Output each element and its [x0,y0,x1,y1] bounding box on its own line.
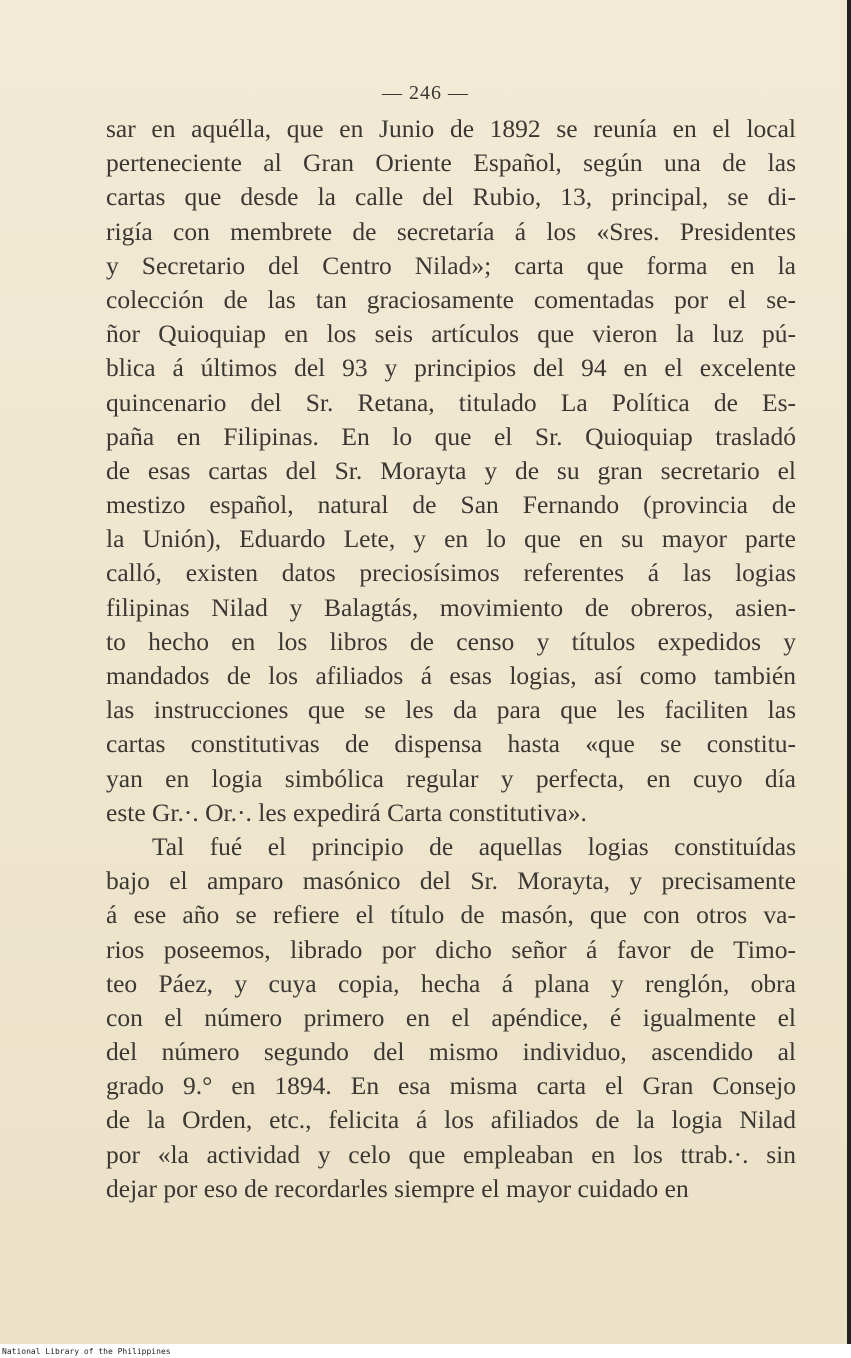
text-line: de la Orden, etc., felicita á los afiliados de la logia Nilad [106,1105,796,1135]
scan-edge [847,0,851,1358]
body-text [106,112,796,1206]
text-line: mestizo español, natural de San Fernando (provincia de [106,490,796,520]
text-line: Tal fué el principio de aquellas logias constituídas [152,831,796,861]
text-line: de esas cartas del Sr. Morayta y de su gran secretario el [106,455,796,485]
text-line: las instrucciones que se les da para que les faciliten las [106,695,796,725]
text-line: filipinas Nilad y Balagtás, movimiento de obreros, asien- [106,592,796,622]
text-line: rios poseemos, librado por dicho señor á favor de Timo- [106,934,796,964]
text-line: grado 9.° en 1894. En esa misma carta el Gran Consejo [106,1071,796,1101]
page-number: — 246 — [382,82,469,104]
text-line: mandados de los afiliados á esas logias, así como también [106,661,796,690]
text-line: del número segundo del mismo individuo, ascendido al [106,1037,796,1067]
text-line: con el número primero en el apéndice, é igualmente el [106,1002,796,1032]
text-line: la Unión), Eduardo Lete, y en lo que en su mayor parte [106,524,796,554]
text-line: yan en logia simbólica regular y perfecta, en cuyo día [106,763,796,793]
text-line: bajo el amparo masónico del Sr. Morayta, y precisamente [106,866,796,896]
text-line: blica á últimos del 93 y principios del 94 en el excelente [106,353,796,383]
text-line: este Gr.·. Or.·. les expedirá Carta constitutiva». [106,797,587,827]
text-line: rigía con membrete de secretaría á los «Sres. Presidentes [106,216,796,246]
footer-credit: National Library of the Philippines [2,1347,171,1356]
text-line: perteneciente al Gran Oriente Español, según una de las [106,148,796,178]
text-line: paña en Filipinas. En lo que el Sr. Quioquiap trasladó [106,421,796,451]
text-line: cartas que desde la calle del Rubio, 13, principal, se di- [106,182,796,212]
text-line: to hecho en los libros de censo y títulos expedidos y [106,626,796,656]
text-line: cartas constitutivas de dispensa hasta «que se constitu- [106,729,796,759]
text-line: y Secretario del Centro Nilad»; carta que forma en la [106,250,796,280]
text-line: por «la actividad y celo que empleaban en los ttrab.·. sin [106,1139,796,1169]
text-line: dejar por eso de recordarles siempre el mayor cuidado en [106,1173,689,1203]
text-line: teo Páez, y cuya copia, hecha á plana y renglón, obra [106,968,796,998]
text-line: calló, existen datos preciosísimos referentes á las logias [106,558,796,588]
text-line: á ese año se refiere el título de masón, que con otros va- [106,900,796,930]
text-line: colección de las tan graciosamente comentadas por el se- [106,284,796,314]
text-line: ñor Quioquiap en los seis artículos que vieron la luz pú- [106,319,796,349]
text-line: sar en aquélla, que en Junio de 1892 se reunía en el local [106,114,796,143]
text-line: quincenario del Sr. Retana, titulado La Política de Es- [106,387,796,417]
